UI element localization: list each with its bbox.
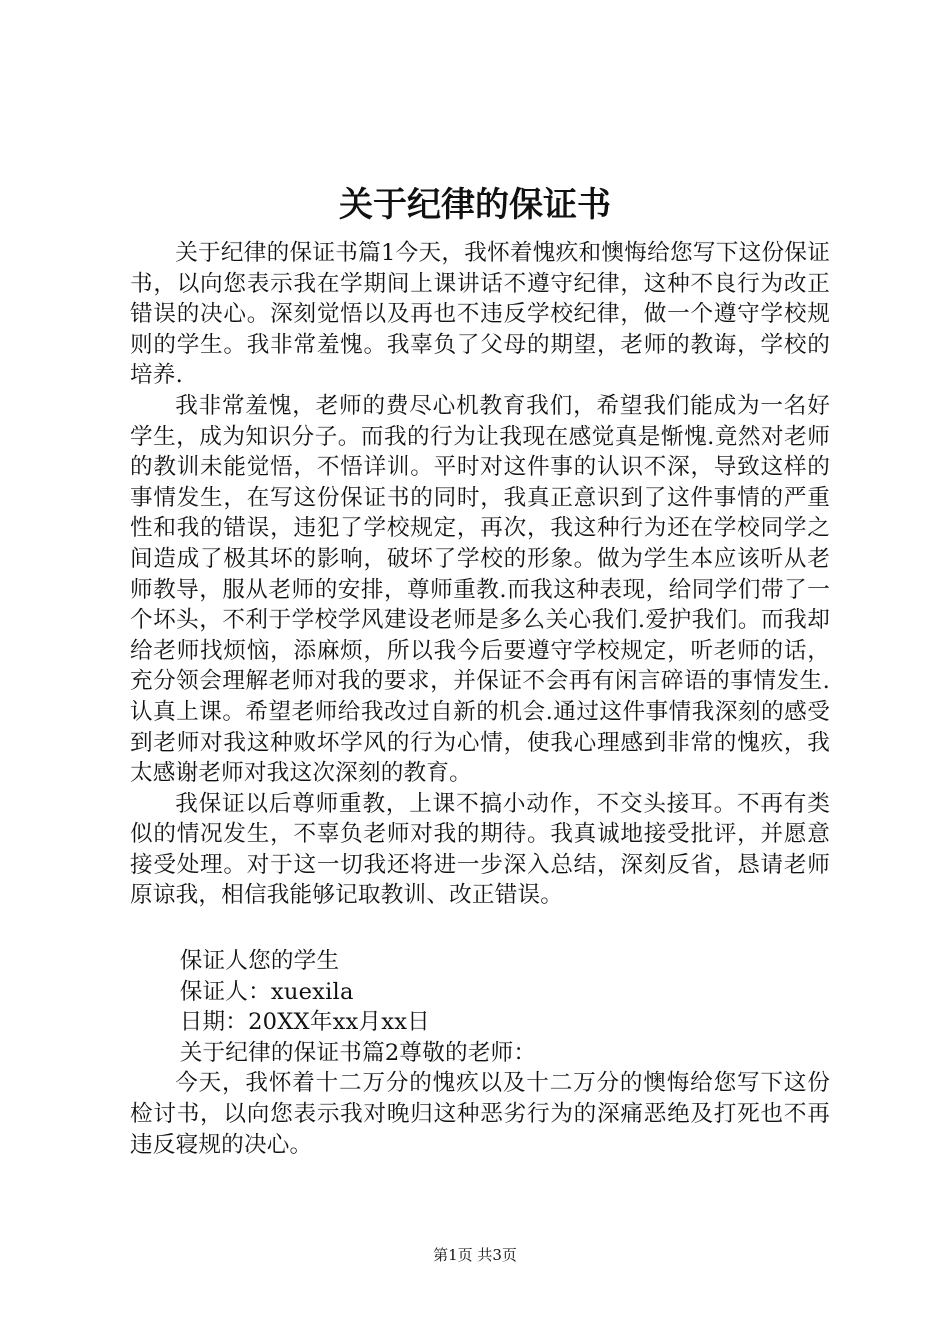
signature-line-2: 保证人：xuexila bbox=[179, 978, 354, 1005]
signature-line-1: 保证人您的学生 bbox=[179, 948, 340, 975]
signature-date: 日期：20XX年xx月xx日 bbox=[179, 1009, 430, 1036]
spacer bbox=[130, 911, 830, 946]
document-body bbox=[130, 238, 830, 1160]
document-title: 关于纪律的保证书 bbox=[339, 185, 611, 225]
section-2-paragraph: 今天，我怀着十二万分的愧疚以及十二万分的懊悔给您写下这份检讨书，以向您表示我对晚归这种恶劣行为的深痛恶绝及打死也不再违反寝规的决心。 bbox=[130, 1070, 830, 1158]
paragraph-1: 关于纪律的保证书篇1今天，我怀着愧疚和懊悔给您写下这份保证书，以向您表示我在学期间上课讲话不遵守纪律，这种不良行为改正错误的决心。深刻觉悟以及再也不违反学校纪律，做一个遵守学校规则的学生。我非常羞愧。我辜负了父母的期望，老师的教诲，学校的培养. bbox=[130, 240, 830, 389]
paragraph-2: 我非常羞愧，老师的费尽心机教育我们，希望我们能成为一名好学生，成为知识分子。而我的行为让我现在感觉真是惭愧.竟然对老师的教训未能觉悟，不悟详训。平时对这件事的认识不深，导致这样的事情发生，在写这份保证书的同时，我真正意识到了这件事情的严重性和我的错误，违犯了学校规定，再次，我这种行为还在学校同学之间造成了极其坏的影响，破坏了学校的形象。做为学生本应该听从老师教导，服从老师的安排，尊师重教.而我这种表现，给同学们带了一个坏头，不利于学校学风建设老师是多么关心我们.爱护我们。而我却给老师找烦恼，添麻烦，所以我今后要遵守学校规定，听老师的话，充分领会理解老师对我的要求，并保证不会再有闲言碎语的事情发生.认真上课。希望老师给我改过自新的机会.通过这件事情我深刻的感受到老师对我这种败坏学风的行为心情，使我心理感到非常的愧疚，我太感谢老师对我这次深刻的教育。 bbox=[130, 392, 830, 787]
page-footer: 第1页 共3页 bbox=[433, 1246, 517, 1264]
section-2-heading: 关于纪律的保证书篇2尊敬的老师： bbox=[179, 1039, 537, 1066]
paragraph-3: 我保证以后尊师重教，上课不搞小动作，不交头接耳。不再有类似的情况发生，不辜负老师对我的期待。我真诚地接受批评，并愿意接受处理。对于这一切我还将进一步深入总结，深刻反省，恳请老师原谅我，相信我能够记取教训、改正错误。 bbox=[130, 790, 830, 909]
